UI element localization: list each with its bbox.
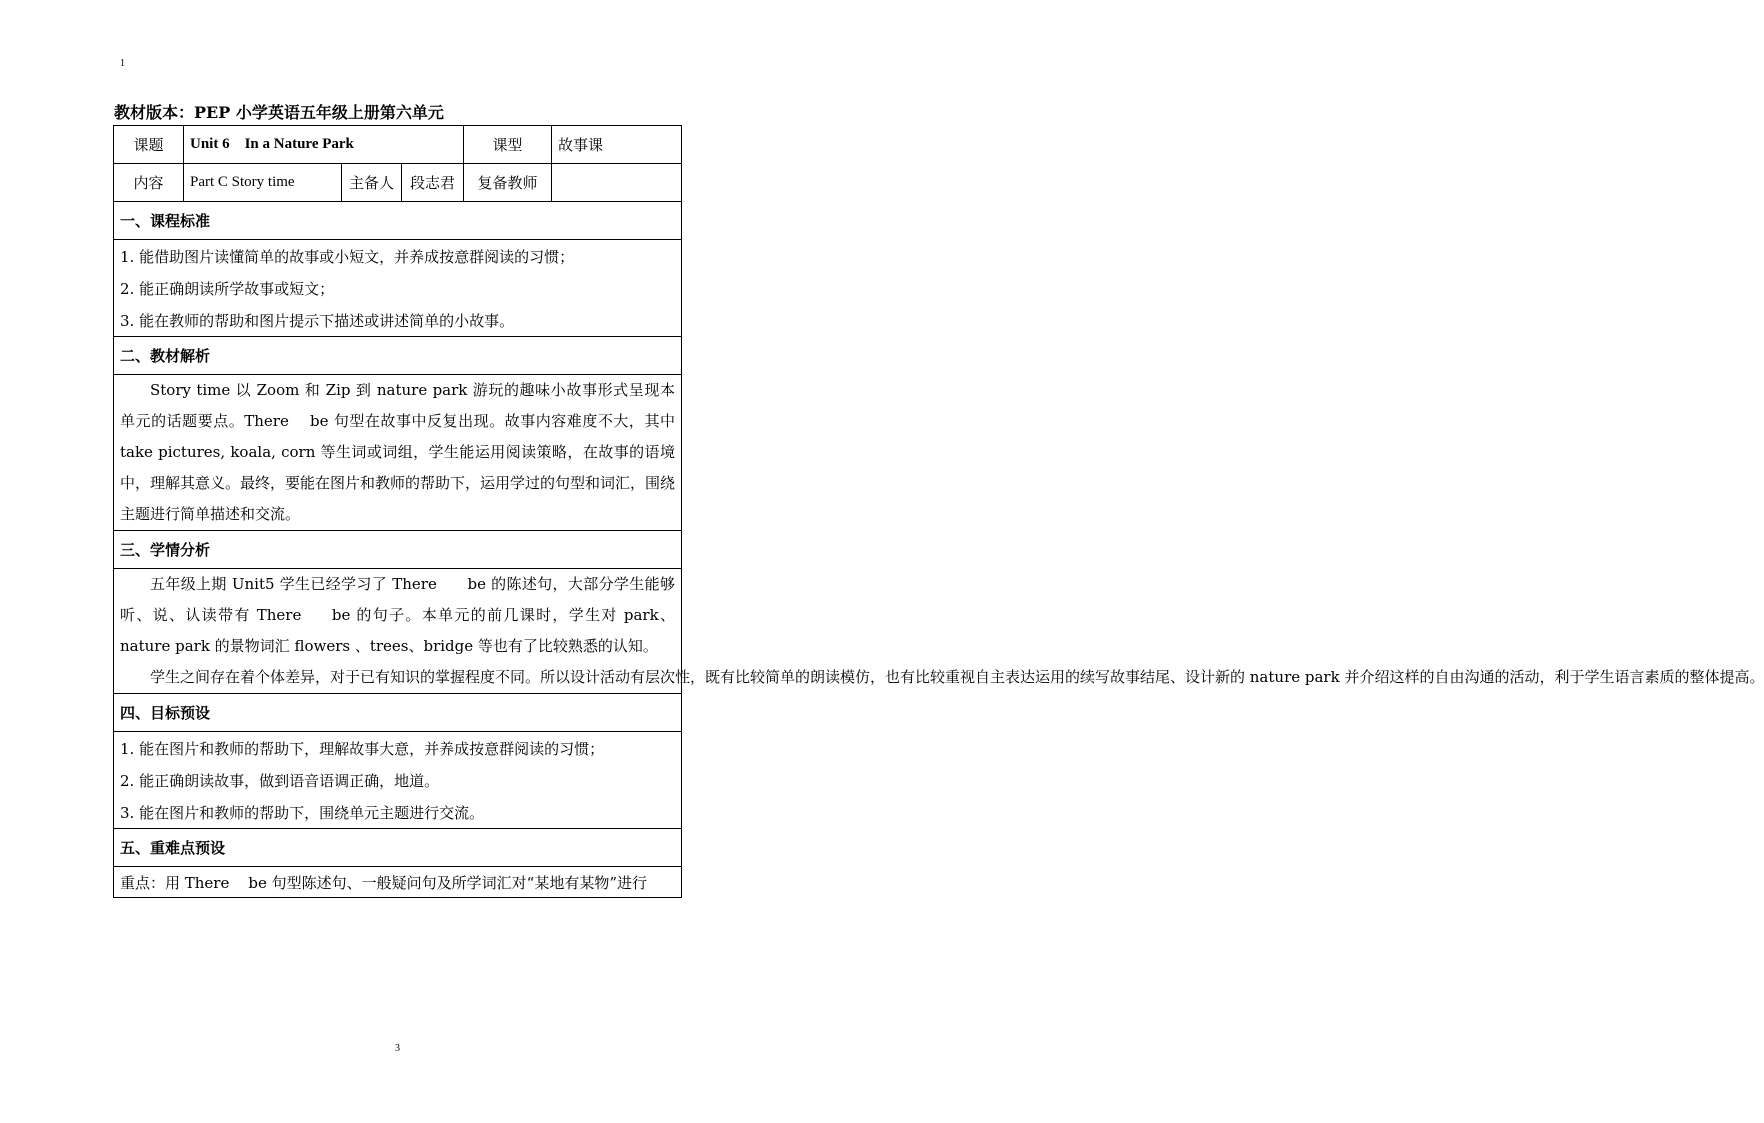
list-item bbox=[114, 240, 682, 273]
page-number-bottom: 3 bbox=[395, 1043, 400, 1054]
section-5-title: 五、重难点预设 bbox=[114, 829, 682, 867]
content-value: Part C Story time bbox=[184, 164, 342, 202]
s1-item-1: 1. 能借助图片读懂简单的故事或小短文，并养成按意群阅读的习惯； bbox=[114, 240, 682, 273]
s4-item-3: 3. 能在图片和教师的帮助下，围绕单元主题进行交流。 bbox=[114, 796, 682, 829]
s5-line: 重点：用 There be 句型陈述句、一般疑问句及所学词汇对“某地有某物”进行 bbox=[114, 867, 682, 898]
label-main-preparer: 主备人 bbox=[342, 164, 402, 202]
section-3-title: 三、学情分析 bbox=[114, 531, 682, 569]
list-item bbox=[114, 796, 682, 829]
list-item bbox=[114, 272, 682, 304]
section-heading-row bbox=[114, 531, 682, 569]
main-preparer-value: 段志君 bbox=[402, 164, 464, 202]
paragraph-row bbox=[114, 569, 682, 694]
s3-paragraph-2: 学生之间存在着个体差异，对于已有知识的掌握程度不同。所以设计活动有层次性，既有比较简单的朗读模仿，也有比较重视自主表达运用的续写故事结尾、设计新的 nature park 并介绍这样的自由沟通的活动，利于学生语言素质的整体提高。 bbox=[150, 668, 1764, 686]
review-teacher-value bbox=[552, 164, 682, 202]
section-heading-row bbox=[114, 337, 682, 375]
list-item bbox=[114, 764, 682, 796]
s1-item-2: 2. 能正确朗读所学故事或短文； bbox=[114, 272, 682, 304]
document-title: 教材版本：PEP 小学英语五年级上册第六单元 bbox=[114, 103, 444, 122]
section-heading-row bbox=[114, 829, 682, 867]
s4-item-1: 1. 能在图片和教师的帮助下，理解故事大意，并养成按意群阅读的习惯； bbox=[114, 732, 682, 765]
label-review-teacher: 复备教师 bbox=[464, 164, 552, 202]
s1-item-3: 3. 能在教师的帮助和图片提示下描述或讲述简单的小故事。 bbox=[114, 304, 682, 337]
paragraph-row bbox=[114, 867, 682, 898]
section-2-title: 二、教材解析 bbox=[114, 337, 682, 375]
header-row-topic bbox=[114, 126, 682, 164]
paragraph-row bbox=[114, 375, 682, 531]
s3-paragraph-1: 五年级上期 Unit5 学生已经学习了 There be 的陈述句，大部分学生能够听、说、认读带有 There be 的句子。本单元的前几课时，学生对 park、nature park 的景物词汇 flowers 、trees、bridge 等也有了比较熟悉的认知。 bbox=[120, 575, 675, 655]
list-item bbox=[114, 304, 682, 337]
section-heading-row bbox=[114, 202, 682, 240]
section-heading-row bbox=[114, 694, 682, 732]
lesson-plan-table bbox=[113, 125, 1764, 898]
label-topic: 课题 bbox=[114, 126, 184, 164]
section-4-title: 四、目标预设 bbox=[114, 694, 682, 732]
topic-value: Unit 6 In a Nature Park bbox=[184, 126, 464, 164]
section-1-title: 一、课程标准 bbox=[114, 202, 682, 240]
list-item bbox=[114, 732, 682, 765]
page-number-top: 1 bbox=[120, 58, 125, 69]
s2-paragraph: Story time 以 Zoom 和 Zip 到 nature park 游玩的趣味小故事形式呈现本单元的话题要点。There be 句型在故事中反复出现。故事内容难度不大，其中 take pictures, koala, corn 等生词或词组，学生能运用阅读策略，在故事的语境中，理解其意义。最终，要能在图片和教师的帮助下，运用学过的句型和词汇，围绕主题进行简单描述和交流。 bbox=[120, 381, 680, 523]
header-row-content bbox=[114, 164, 682, 202]
lesson-type-value: 故事课 bbox=[552, 126, 682, 164]
label-lesson-type: 课型 bbox=[464, 126, 552, 164]
label-content: 内容 bbox=[114, 164, 184, 202]
s4-item-2: 2. 能正确朗读故事，做到语音语调正确，地道。 bbox=[114, 764, 682, 796]
